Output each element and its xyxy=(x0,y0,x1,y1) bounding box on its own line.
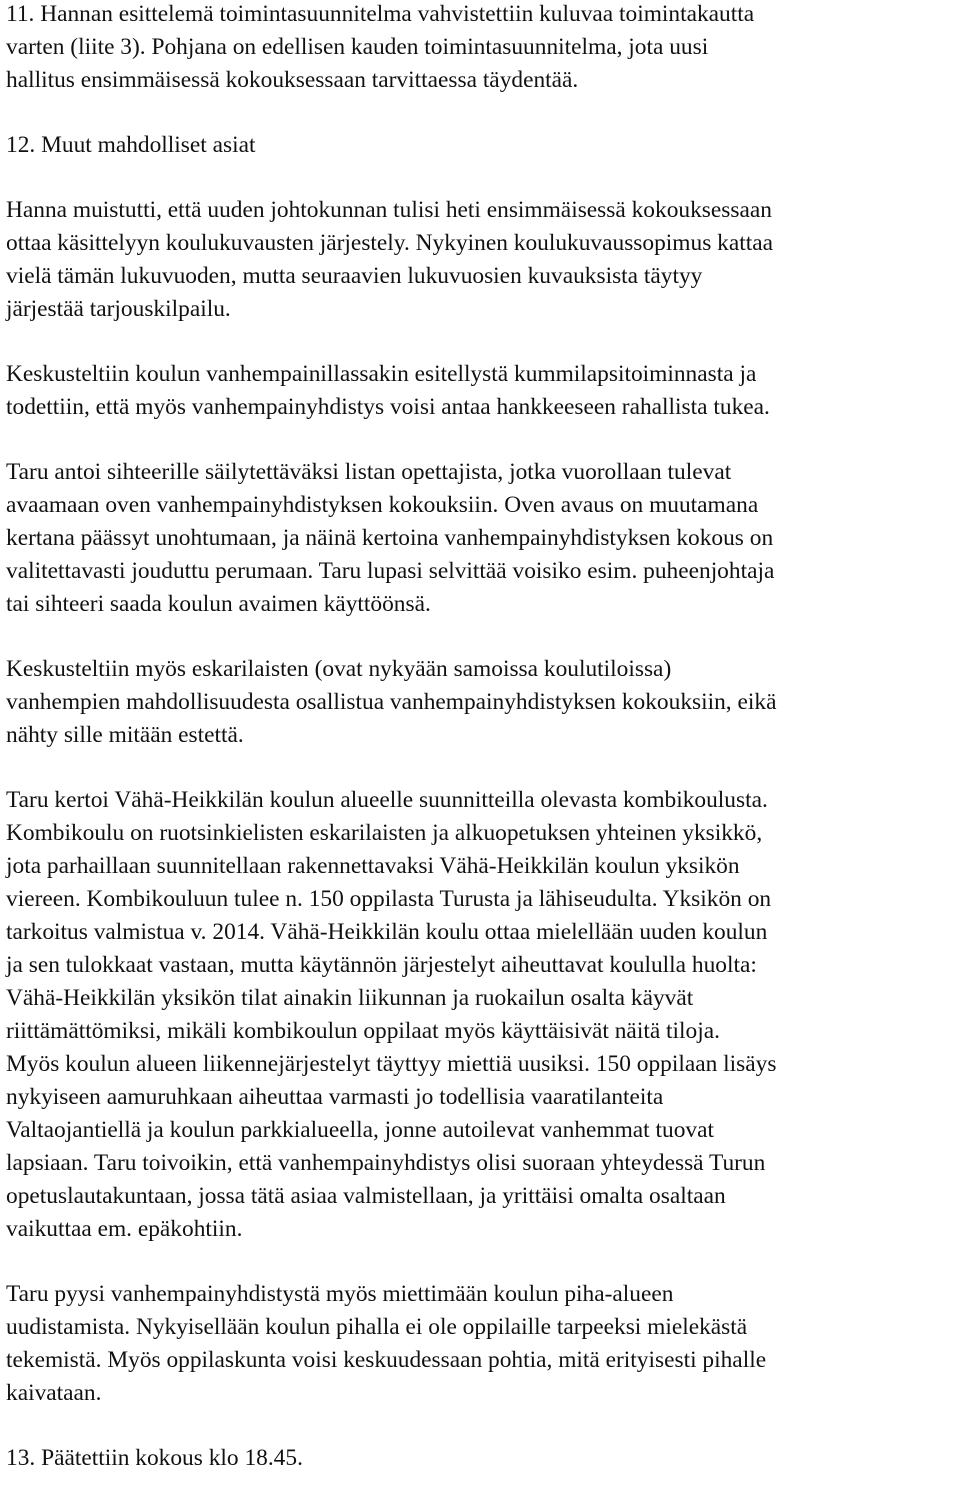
item-12-heading xyxy=(6,129,958,162)
paragraph-line: Myös koulun alueen liikennejärjestelyt täyttyy miettiä uusiksi. 150 oppilaan lisäys xyxy=(6,1051,777,1077)
paragraph-line: kaivataan. xyxy=(6,1380,102,1406)
paragraph-line: varten (liite 3). Pohjana on edellisen kauden toimintasuunnitelma, jota uusi xyxy=(6,34,709,60)
paragraph-line: Valtaojantiellä ja koulun parkkialueella, jonne autoilevat vanhemmat tuovat xyxy=(6,1117,714,1143)
paragraph-line: viereen. Kombikouluun tulee n. 150 oppilasta Turusta ja lähiseudulta. Yksikön on xyxy=(6,886,772,912)
paragraph-line: vielä tämän lukuvuoden, mutta seuraavien lukuvuosien kuvauksista täytyy xyxy=(6,263,703,289)
paragraph-line: todettiin, että myös vanhempainyhdistys voisi antaa hankkeeseen rahallista tukea. xyxy=(6,394,770,420)
meeting-minutes-page xyxy=(6,0,958,1475)
paragraph-line: lapsiaan. Taru toivoikin, että vanhempainyhdistys olisi suoraan yhteydessä Turun xyxy=(6,1150,766,1176)
paragraph-line: Taru pyysi vanhempainyhdistystä myös miettimään koulun piha-alueen xyxy=(6,1281,674,1307)
paragraph-line: jota parhaillaan suunnitellaan rakennettavaksi Vähä-Heikkilän koulun yksikön xyxy=(6,853,740,879)
paragraph-line: Vähä-Heikkilän yksikön tilat ainakin liikunnan ja ruokailun osalta käyvät xyxy=(6,985,694,1011)
paragraph-line: kertana päässyt unohtumaan, ja näinä kertoina vanhempainyhdistyksen kokous on xyxy=(6,525,774,551)
item-12-paragraph-door-opening xyxy=(6,456,958,621)
paragraph-line: ottaa käsittelyyn koulukuvausten järjestely. Nykyinen koulukuvaussopimus kattaa xyxy=(6,230,773,256)
paragraph-line: Keskusteltiin myös eskarilaisten (ovat nykyään samoissa koulutiloissa) xyxy=(6,656,672,682)
paragraph-line: Hanna muistutti, että uuden johtokunnan tulisi heti ensimmäisessä kokouksessaan xyxy=(6,197,772,223)
item-12-paragraph-preschool-parents xyxy=(6,653,958,752)
paragraph-line: nykyiseen aamuruhkaan aiheuttaa varmasti jo todellisia vaaratilanteita xyxy=(6,1084,664,1110)
paragraph-line: uudistamista. Nykyisellään koulun pihalla ei ole oppilaille tarpeeksi mielekästä xyxy=(6,1314,748,1340)
paragraph-line: 11. Hannan esittelemä toimintasuunnitelma vahvistettiin kuluvaa toimintakautta xyxy=(6,1,755,27)
item-12-paragraph-schoolyard xyxy=(6,1278,958,1410)
section-heading: 12. Muut mahdolliset asiat xyxy=(6,132,256,158)
paragraph-line: ja sen tulokkaat vastaan, mutta käytännön järjestelyt aiheuttavat koululla huolta: xyxy=(6,952,757,978)
item-13-heading xyxy=(6,1442,958,1475)
paragraph-line: tarkoitus valmistua v. 2014. Vähä-Heikkilän koulu ottaa mielellään uuden koulun xyxy=(6,919,768,945)
item-12-paragraph-sponsorship xyxy=(6,358,958,424)
paragraph-line: Keskusteltiin koulun vanhempainillassakin esitellystä kummilapsitoiminnasta ja xyxy=(6,361,757,387)
paragraph-line: opetuslautakuntaan, jossa tätä asiaa valmistellaan, ja yrittäisi omalta osaltaan xyxy=(6,1183,726,1209)
paragraph-line: avaamaan oven vanhempainyhdistyksen kokouksiin. Oven avaus on muutamana xyxy=(6,492,759,518)
paragraph-line: Taru antoi sihteerille säilytettäväksi listan opettajista, jotka vuorollaan tulevat xyxy=(6,459,732,485)
paragraph-line: vaikuttaa em. epäkohtiin. xyxy=(6,1216,243,1242)
paragraph-line: valitettavasti jouduttu perumaan. Taru lupasi selvittää voisiko esim. puheenjohtaja xyxy=(6,558,775,584)
paragraph-line: Taru kertoi Vähä-Heikkilän koulun alueelle suunnitteilla olevasta kombikoulusta. xyxy=(6,787,768,813)
paragraph-line: järjestää tarjouskilpailu. xyxy=(6,296,231,322)
paragraph-line: tekemistä. Myös oppilaskunta voisi keskuudessaan pohtia, mitä erityisesti pihalle xyxy=(6,1347,767,1373)
item-11-paragraph xyxy=(6,0,958,97)
item-12-paragraph-photography xyxy=(6,194,958,326)
section-heading: 13. Päätettiin kokous klo 18.45. xyxy=(6,1445,303,1471)
paragraph-line: riittämättömiksi, mikäli kombikoulun oppilaat myös käyttäisivät näitä tiloja. xyxy=(6,1018,720,1044)
paragraph-line: Kombikoulu on ruotsinkielisten eskarilaisten ja alkuopetuksen yhteinen yksikkö, xyxy=(6,820,763,846)
paragraph-line: vanhempien mahdollisuudesta osallistua vanhempainyhdistyksen kokouksiin, eikä xyxy=(6,689,777,715)
paragraph-line: tai sihteeri saada koulun avaimen käyttöönsä. xyxy=(6,591,431,617)
paragraph-line: hallitus ensimmäisessä kokouksessaan tarvittaessa täydentää. xyxy=(6,67,579,93)
item-12-paragraph-kombikoulu xyxy=(6,784,958,1246)
paragraph-line: nähty sille mitään estettä. xyxy=(6,722,244,748)
